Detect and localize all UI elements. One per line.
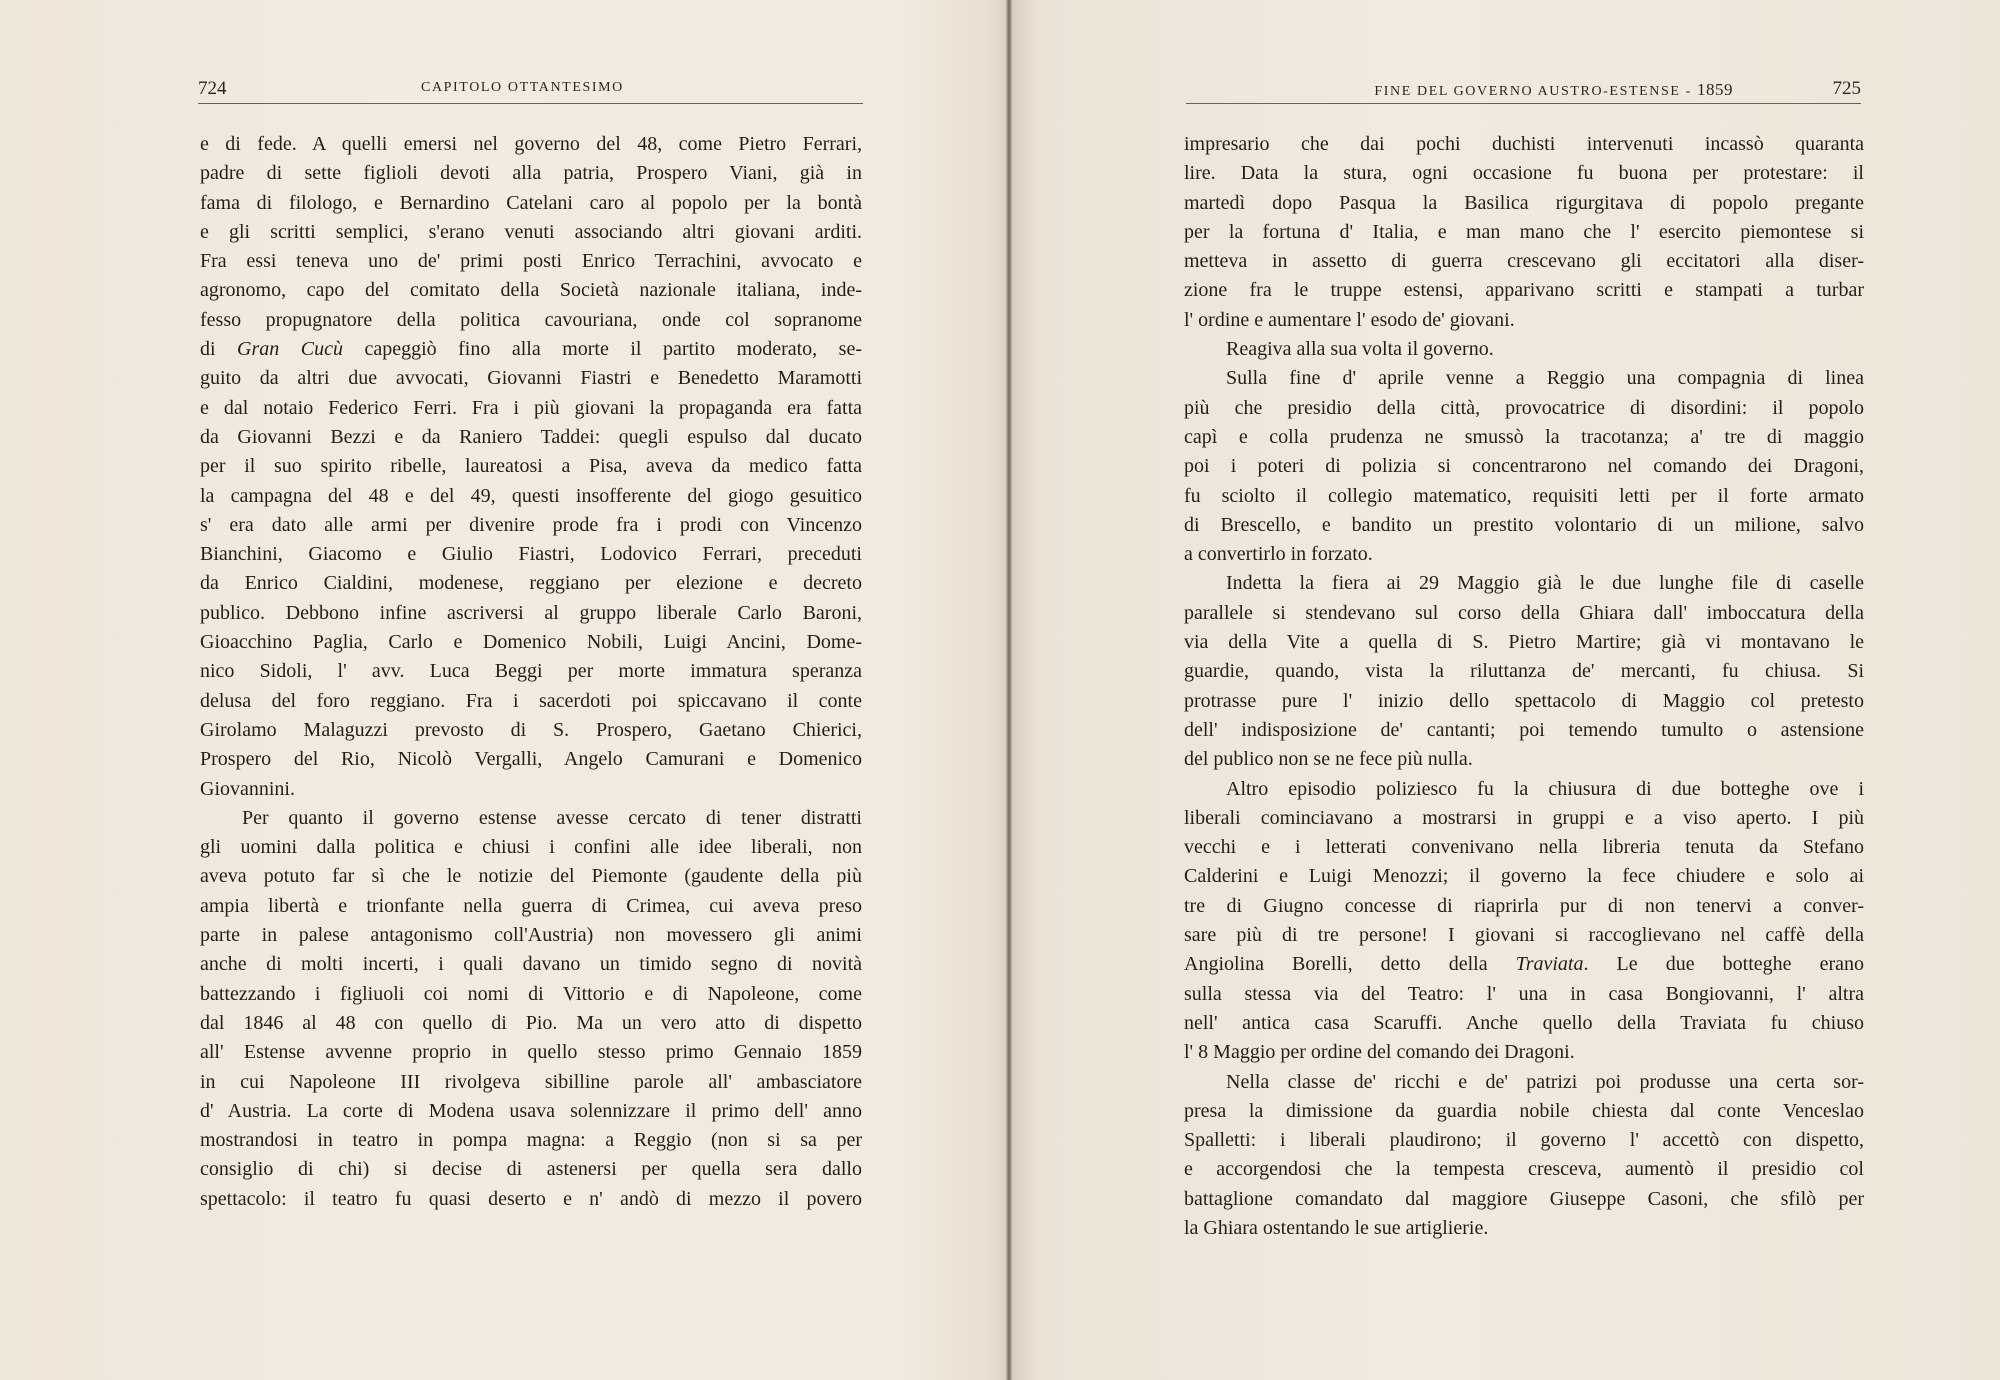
text-line: all' Estense avvenne proprio in quello stesso primo Gennaio 1859 (200, 1041, 862, 1064)
text-line: fu sciolto il collegio matematico, requisiti letti per il forte armato (1184, 484, 1864, 507)
text-line: via della Vite a quella di S. Pietro Martire; già vi montavano le (1184, 631, 1864, 654)
text-line: guito da altri due avvocati, Giovanni Fiastri e Benedetto Maramotti (200, 367, 862, 390)
text-line: mostrandosi in teatro in pompa magna: a Reggio (non si sa per (200, 1129, 862, 1152)
text-line: tre di Giugno concesse di riaprirla pur di non tenervi a conver- (1184, 894, 1864, 917)
text-line: aveva potuto far sì che le notizie del Piemonte (gaudente della più (200, 865, 862, 888)
text-line: sare più di tre persone! I giovani si raccoglievano nel caffè della (1184, 924, 1864, 947)
text-line: e gli scritti semplici, s'erano venuti associando altri giovani arditi. (200, 220, 862, 243)
right-page-number: 725 (1832, 78, 1861, 99)
text-line: vecchi e i letterati convenivano nella libreria tenuta da Stefano (1184, 836, 1864, 859)
left-page-header (198, 74, 863, 104)
text-line: parte in palese antagonismo coll'Austria) non movessero gli animi (200, 924, 862, 947)
text-fragment: di (200, 338, 238, 361)
running-head-year: 1859 (1697, 80, 1733, 99)
text-line: spettacolo: il teatro fu quasi deserto e n' andò di mezzo il povero (200, 1187, 862, 1210)
text-line: guardie, quando, vista la riluttanza de' mercanti, fu chiusa. Si (1184, 660, 1864, 683)
text-line: padre di sette figlioli devoti alla patria, Prospero Viani, già in (200, 162, 862, 185)
text-line: più che presidio della città, provocatrice di disordini: il popolo (1184, 396, 1864, 419)
text-fragment: . Le due botteghe erano (1583, 953, 1864, 976)
text-line: impresario che dai pochi duchisti intervenuti incassò quaranta (1184, 133, 1864, 155)
right-page-header (1186, 74, 1861, 104)
text-line: Spalletti: i liberali plaudirono; il governo l' accettò con dispetto, (1184, 1129, 1864, 1152)
italic-nickname: Gran Cucù (237, 338, 343, 361)
text-line: Sulla fine d' aprile venne a Reggio una compagnia di linea (1226, 367, 1864, 390)
text-line-with-italic (1184, 950, 1864, 979)
text-line: a convertirlo in forzato. (1184, 543, 1373, 566)
text-line: lire. Data la stura, ogni occasione fu buona per protestare: il (1184, 162, 1864, 185)
text-line: l' ordine e aumentare l' esodo de' giovani. (1184, 308, 1515, 331)
text-line: Per quanto il governo estense avesse cercato di tener distratti (242, 806, 862, 829)
text-line: martedì dopo Pasqua la Basilica rigurgitava di popolo pregante (1184, 191, 1864, 214)
text-line: Reagiva alla sua volta il governo. (1226, 338, 1494, 361)
text-line: poi i poteri di polizia si concentrarono nel comando dei Dragoni, (1184, 455, 1864, 478)
text-line: publico. Debbono infine ascriversi al gruppo liberale Carlo Baroni, (200, 601, 862, 624)
text-line: e accorgendosi che la tempesta cresceva, aumentò il presidio col (1184, 1158, 1864, 1181)
text-line: fesso propugnatore della politica cavouriana, onde col sopranome (200, 308, 862, 331)
running-head-title: FINE DEL GOVERNO AUSTRO-ESTENSE - (1374, 84, 1697, 99)
text-line: Gioacchino Paglia, Carlo e Domenico Nobili, Luigi Ancini, Dome- (200, 631, 862, 654)
text-line: e dal notaio Federico Ferri. Fra i più giovani la propaganda era fatta (200, 396, 862, 419)
text-line: protrasse pure l' inizio dello spettacolo di Maggio col pretesto (1184, 689, 1864, 712)
text-line: nico Sidoli, l' avv. Luca Beggi per morte immatura speranza (200, 660, 862, 683)
text-line: consiglio di chi) si decise di astenersi per quella sera dallo (200, 1158, 862, 1181)
text-line: sulla stessa via del Teatro: l' una in casa Bongiovanni, l' altra (1184, 982, 1864, 1005)
text-line: zione fra le truppe estensi, apparivano scritti e stampati a turbar (1184, 279, 1864, 302)
left-running-head: CAPITOLO OTTANTESIMO (421, 80, 624, 95)
text-fragment: capeggiò fino alla morte il partito moderato, se- (342, 338, 862, 361)
text-line: di Brescello, e bandito un prestito volontario di un milione, salvo (1184, 513, 1864, 536)
text-line: liberali cominciavano a mostrarsi in gruppi e a viso aperto. I più (1184, 806, 1864, 829)
text-line: nell' antica casa Scaruffi. Anche quello della Traviata fu chiuso (1184, 1011, 1864, 1034)
text-line: ampia libertà e trionfante nella guerra di Crimea, cui aveva preso (200, 894, 862, 917)
text-line: la Ghiara ostentando le sue artiglierie. (1184, 1216, 1489, 1239)
text-line: delusa del foro reggiano. Fra i sacerdoti poi spiccavano il conte (200, 689, 862, 712)
text-line: Prospero del Rio, Nicolò Vergalli, Angelo Camurani e Domenico (200, 748, 862, 771)
text-line: metteva in assetto di guerra crescevano gli eccitatori alla diser- (1184, 250, 1864, 273)
text-fragment: Angiolina Borelli, detto della (1184, 953, 1516, 976)
text-line: battaglione comandato dal maggiore Giuseppe Casoni, che sfilò per (1184, 1187, 1864, 1210)
text-line: Nella classe de' ricchi e de' patrizi poi produsse una certa sor- (1226, 1070, 1864, 1093)
left-page-body (200, 130, 862, 1214)
text-line: presa la dimissione da guardia nobile chiesta dal conte Venceslao (1184, 1099, 1864, 1122)
text-line: anche di molti incerti, i quali davano un timido segno di novità (200, 953, 862, 976)
text-line: e di fede. A quelli emersi nel governo del 48, come Pietro Ferrari, (200, 133, 862, 155)
left-page-number: 724 (198, 78, 227, 99)
text-line: fama di filologo, e Bernardino Catelani caro al popolo per la bontà (200, 191, 862, 214)
text-line: per il suo spirito ribelle, laureatosi a Pisa, aveva da medico fatta (200, 455, 862, 478)
text-line: Indetta la fiera ai 29 Maggio già le due lunghe file di caselle (1226, 572, 1864, 595)
text-line: la campagna del 48 e del 49, questi insofferente del giogo gesuitico (200, 484, 862, 507)
text-line: Bianchini, Giacomo e Giulio Fiastri, Lodovico Ferrari, preceduti (200, 543, 862, 566)
text-line: s' era dato alle armi per divenire prode fra i prodi con Vincenzo (200, 513, 862, 536)
text-line-with-italic (200, 335, 862, 364)
text-line: battezzando i figliuoli coi nomi di Vittorio e di Napoleone, come (200, 982, 862, 1005)
text-line: capì e colla prudenza ne smussò la tracotanza; a' tre di maggio (1184, 425, 1864, 448)
text-line: l' 8 Maggio per ordine del comando dei Dragoni. (1184, 1041, 1575, 1064)
text-line: Girolamo Malaguzzi prevosto di S. Prospero, Gaetano Chierici, (200, 718, 862, 741)
text-line: dell' indisposizione de' cantanti; poi temendo tumulto o astensione (1184, 718, 1864, 741)
text-line: agronomo, capo del comitato della Società nazionale italiana, inde- (200, 279, 862, 302)
text-line: Fra essi teneva uno de' primi posti Enrico Terrachini, avvocato e (200, 250, 862, 273)
italic-cafe-name: Traviata (1515, 953, 1584, 976)
text-line: del publico non se ne fece più nulla. (1184, 748, 1473, 771)
text-line: da Giovanni Bezzi e da Raniero Taddei: quegli espulso dal ducato (200, 425, 862, 448)
right-page (1012, 0, 2000, 1380)
text-line: per la fortuna d' Italia, e man mano che l' esercito piemontese si (1184, 220, 1864, 243)
text-line: parallele si stendevano sul corso della Ghiara dall' imboccatura della (1184, 601, 1864, 624)
text-line: gli uomini dalla politica e chiusi i confini alle idee liberali, non (200, 836, 862, 859)
text-line: Altro episodio poliziesco fu la chiusura di due botteghe ove i (1226, 777, 1864, 800)
right-page-body (1184, 130, 1864, 1243)
text-line: da Enrico Cialdini, modenese, reggiano per elezione e decreto (200, 572, 862, 595)
text-line: Calderini e Luigi Menozzi; il governo la fece chiudere e solo ai (1184, 865, 1864, 888)
text-line: dal 1846 al 48 con quello di Pio. Ma un vero atto di dispetto (200, 1011, 862, 1034)
text-line: Giovannini. (200, 777, 295, 800)
text-line: in cui Napoleone III rivolgeva sibilline parole all' ambasciatore (200, 1070, 862, 1093)
text-line: d' Austria. La corte di Modena usava solennizzare il primo dell' anno (200, 1099, 862, 1122)
header-rule (198, 103, 863, 104)
header-rule (1186, 103, 1861, 104)
right-running-head (1374, 80, 1733, 100)
